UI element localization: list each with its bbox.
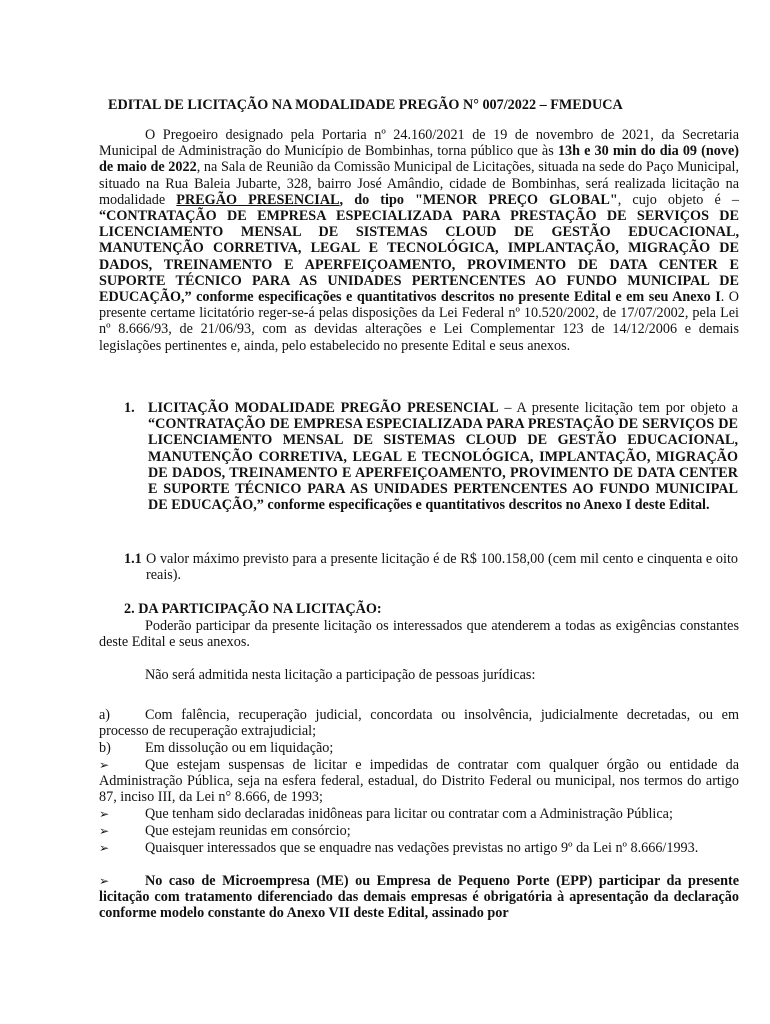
section-2-heading: 2. DA PARTICIPAÇÃO NA LICITAÇÃO:	[124, 601, 382, 617]
item-1-body	[148, 400, 738, 513]
list-item-suspended	[99, 757, 739, 806]
item-1-1-number: 1.1	[124, 551, 142, 567]
list-item-inidoneas	[99, 806, 739, 822]
list-item-text: Que estejam reunidas em consórcio;	[145, 823, 351, 839]
arrow-bullet-icon: ➢	[99, 807, 110, 821]
list-item-vedacoes	[99, 840, 739, 856]
list-marker: b)	[99, 740, 111, 756]
item-1	[124, 400, 738, 513]
intro-date-time: 13h e 30 min do dia 09 (nove) de maio de 2022	[99, 143, 739, 176]
list-item-consorcio	[99, 823, 739, 839]
intro-text-1: O Pregoeiro designado pela Portaria nº 24.160/2021 de 19 de novembro de 2021, da Secretaria Municipal de Administração do Município de Bombinhas, torna público que às	[99, 127, 739, 160]
arrow-bullet-icon: ➢	[99, 824, 110, 838]
list-item-text: No caso de Microempresa (ME) ou Empresa de Pequeno Porte (EPP) participar da presente licitação com tratamento diferenciado das demais empresas é obrigatória à apresentação da declaração conforme modelo constante do Anexo VII deste Edital, assinado por	[99, 873, 739, 922]
arrow-bullet-icon: ➢	[99, 841, 110, 855]
list-item-text: Que tenham sido declaradas inidôneas para licitar ou contratar com a Administração Pública;	[145, 806, 673, 822]
list-item-b	[99, 740, 739, 756]
intro-text-4: . O presente certame licitatório reger-se-á pelas disposições da Lei Federal nº 10.520/2002, de 17/07/2002, pela Lei nº 8.666/93, de 21/06/93, com as devidas alterações e Lei Complementar 123 de 14/12/2006 e demais legislações pertinentes e, ainda, pelo estabelecido no presente Edital e seus anexos.	[99, 289, 739, 354]
item-1-number: 1.	[124, 400, 135, 416]
item-1-text: – A presente licitação tem por objeto a	[498, 400, 738, 416]
intro-modality: PREGÃO PRESENCIAL	[176, 191, 340, 208]
list-item-text: Quaisquer interessados que se enquadre nas vedações previstas no artigo 9º da Lei nº 8.666/1993.	[145, 840, 699, 856]
item-1-object: “CONTRATAÇÃO DE EMPRESA ESPECIALIZADA PARA PRESTAÇÃO DE SERVIÇOS DE LICENCIAMENTO MENSAL DE SISTEMAS CLOUD DE GESTÃO EDUCACIONAL, MANUTENÇÃO CORRETIVA, LEGAL E TECNOLÓGICA, IMPLANTAÇÃO, MIGRAÇÃO DE DADOS, TREINAMENTO E APERFEIÇOAMENTO, PROVIMENTO DE DATA CENTER E SUPORTE TÉCNICO PARA AS UNIDADES PERTENCENTES AO FUNDO MUNICIPAL DE EDUCAÇÃO,” conforme especificações e quantitativos descritos no Anexo I deste Edital.	[148, 416, 738, 514]
item-1-heading: LICITAÇÃO MODALIDADE PREGÃO PRESENCIAL	[148, 400, 499, 416]
arrow-bullet-icon: ➢	[99, 758, 110, 772]
list-item-text: Em dissolução ou em liquidação;	[145, 740, 334, 756]
intro-paragraph	[99, 127, 739, 354]
list-marker: a)	[99, 707, 111, 723]
section-2-paragraph-1: Poderão participar da presente licitação os interessados que atenderem a todas as exigências constantes deste Edital e seus anexos.	[99, 618, 739, 651]
list-item-a	[99, 707, 739, 739]
section-2-paragraph-2: Não será admitida nesta licitação a participação de pessoas jurídicas:	[145, 667, 536, 683]
list-item-me-epp	[99, 873, 739, 922]
arrow-bullet-icon: ➢	[99, 874, 110, 888]
intro-text-3: , cujo objeto é –	[617, 191, 739, 208]
item-1-1	[124, 551, 738, 583]
intro-object: “CONTRATAÇÃO DE EMPRESA ESPECIALIZADA PARA PRESTAÇÃO DE SERVIÇOS DE LICENCIAMENTO MENSAL DE SISTEMAS CLOUD DE GESTÃO EDUCACIONAL, MANUTENÇÃO CORRETIVA, LEGAL E TECNOLÓGICA, IMPLANTAÇÃO, MIGRAÇÃO DE DADOS, TREINAMENTO E APERFEIÇOAMENTO, PROVIMENTO DE DATA CENTER E SUPORTE TÉCNICO PARA AS UNIDADES PERTENCENTES AO FUNDO MUNICIPAL DE EDUCAÇÃO,” conforme especificações e quantitativos descritos no presente Edital e em seu Anexo I	[99, 208, 739, 306]
intro-text-2: , na Sala de Reunião da Comissão Municipal de Licitações, situada na sede do Paço Municipal, situado na Rua Baleia Jubarte, 328, bairro José Amândio, cidade de Bombinhas, será realizada licitação na modalidade	[99, 159, 739, 208]
list-item-text: Com falência, recuperação judicial, concordata ou insolvência, judicialmente decretadas, ou em processo de recuperação extrajudicial;	[99, 707, 739, 740]
intro-type: , do tipo "MENOR PREÇO GLOBAL"	[339, 191, 618, 208]
document-title: EDITAL DE LICITAÇÃO NA MODALIDADE PREGÃO N° 007/2022 – FMEDUCA	[108, 97, 623, 113]
item-1-1-text: O valor máximo previsto para a presente licitação é de R$ 100.158,00 (cem mil cento e cinquenta e oito reais).	[146, 551, 738, 584]
list-item-text: Que estejam suspensas de licitar e impedidas de contratar com qualquer órgão ou entidade da Administração Pública, seja na esfera federal, estadual, do Distrito Federal ou municipal, nos termos do artigo 87, inciso III, da Lei n° 8.666, de 1993;	[99, 757, 739, 806]
